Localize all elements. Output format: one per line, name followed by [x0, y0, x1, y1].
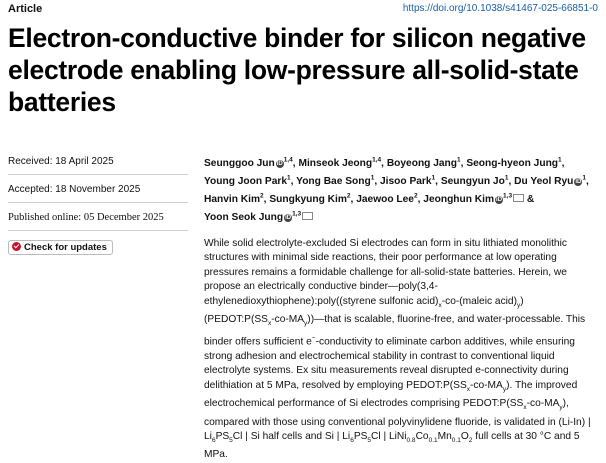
author-name[interactable]: [298, 158, 383, 169]
abstract-subscript: y: [517, 301, 521, 309]
author-name[interactable]: [466, 158, 564, 169]
author-name-text: Minseok Jeong: [298, 158, 373, 170]
orcid-icon[interactable]: iD: [575, 179, 582, 186]
author-affiliation: 1: [504, 174, 509, 182]
author-affiliation: 1: [558, 157, 562, 164]
abstract-text: -co-MA: [271, 314, 305, 326]
abstract-subscript: 0.8: [406, 436, 416, 444]
author-affiliation: 1,4: [283, 157, 293, 164]
author-name[interactable]: [423, 194, 534, 205]
publication-history: [8, 153, 188, 255]
abstract-text: Co: [415, 430, 429, 442]
abstract-subscript: y: [502, 385, 507, 393]
abstract-subscript: 5: [229, 436, 233, 444]
check-for-updates-label: Check for updates: [24, 242, 107, 253]
author-separator: ,: [561, 158, 565, 170]
orcid-icon[interactable]: iD: [285, 215, 292, 222]
abstract-text: ). The improved electrochemical performance of Si electrodes comprising PEDOT:P(SS: [204, 379, 578, 410]
abstract-text: full cells at 30 °C and 5 MPa.: [204, 430, 580, 461]
abstract: [204, 237, 596, 463]
abstract-text: ) (PEDOT:P(SS: [204, 295, 524, 326]
author-separator: ,: [460, 158, 464, 170]
abstract-subscript: 0.1: [428, 436, 438, 444]
abstract-subscript: 2: [468, 436, 473, 444]
article-header: [8, 3, 598, 19]
abstract-text: ), compared with those using conventional polyvinylidene fluoride, is validated in (Li-In) | Li: [204, 398, 591, 442]
author-name[interactable]: [204, 194, 267, 205]
abstract-subscript: y: [559, 404, 563, 412]
author-separator: ,: [374, 176, 378, 188]
author-name[interactable]: [296, 176, 377, 187]
email-icon[interactable]: [513, 194, 524, 202]
author-name[interactable]: [356, 194, 420, 205]
abstract-text: PS: [353, 430, 368, 442]
author-affiliation: 1,3: [503, 192, 513, 200]
author-separator: ,: [417, 194, 421, 206]
author-separator: ,: [508, 176, 512, 188]
author-list: [204, 154, 594, 226]
abstract-text: -co-MA: [526, 398, 560, 410]
abstract-text: PS: [215, 430, 230, 442]
author-affiliation: 1: [287, 174, 291, 182]
author-separator: ,: [586, 176, 589, 188]
author-name-text: Young Joon Park: [204, 176, 288, 188]
abstract-text: ))—that is scalable, fluorine-free, and water-processable. This binder offers sufficient e: [204, 314, 586, 348]
published-date: Published online: 05 December 2025: [8, 209, 188, 231]
article-type-label: Article: [8, 3, 43, 15]
author-name-text: Hanvin Kim: [204, 194, 261, 206]
abstract-text: Mn: [437, 430, 452, 442]
author-separator: ,: [263, 194, 267, 206]
accepted-date: Accepted: 18 November 2025: [8, 181, 188, 203]
author-affiliation: 1,4: [372, 157, 382, 164]
check-updates-icon: [12, 242, 21, 251]
abstract-subscript: y: [304, 320, 308, 328]
author-name-text: Boyeong Jang: [386, 158, 458, 170]
doi-link[interactable]: https://doi.org/10.1038/s41467-025-66851-0: [402, 3, 598, 14]
abstract-text: -conductivity to eliminate carbon additives, while ensuring strong adhesion and electrochemical stability in contrast to conventional liquid electrolyte systems. Ex situ measurements reveal disrupted e-connectivity during delithiation at 5 MPa, resolved by employing PEDOT:P(SS: [204, 336, 575, 391]
author-affiliation: 1,3: [292, 210, 302, 218]
author-name-text: Seunggoo Jun: [204, 158, 275, 170]
abstract-text: Cl | LiNi: [371, 430, 407, 442]
author-affiliation: 2: [413, 192, 418, 200]
abstract-text: O: [460, 430, 469, 442]
abstract-subscript: x: [267, 320, 272, 328]
orcid-icon[interactable]: iD: [496, 197, 503, 204]
author-separator: &: [524, 194, 535, 206]
author-name[interactable]: [514, 176, 589, 187]
abstract-subscript: 5: [367, 436, 372, 444]
author-name[interactable]: [441, 176, 511, 187]
author-affiliation: 2: [260, 192, 264, 200]
author-separator: ,: [350, 194, 354, 206]
author-name[interactable]: [204, 212, 313, 223]
author-name-text: Jaewoo Lee: [356, 194, 414, 206]
author-separator: ,: [435, 176, 438, 188]
author-name[interactable]: [380, 176, 438, 187]
author-affiliation: 1: [370, 174, 375, 182]
abstract-subscript: 6: [211, 436, 216, 444]
orcid-icon[interactable]: iD: [276, 161, 283, 168]
check-for-updates-button[interactable]: [8, 240, 113, 255]
author-name[interactable]: [269, 194, 353, 205]
author-separator: ,: [290, 176, 294, 188]
author-name-text: Seong-hyeon Jung: [466, 158, 559, 170]
author-name-text: Jeonghun Kim: [423, 194, 495, 206]
received-date: Received: 18 April 2025: [8, 153, 188, 175]
author-affiliation: 1: [431, 174, 436, 182]
author-separator: ,: [292, 158, 296, 170]
email-icon[interactable]: [302, 212, 313, 220]
author-affiliation: 2: [346, 192, 351, 200]
author-name[interactable]: [387, 158, 464, 169]
abstract-subscript: x: [466, 385, 470, 393]
author-name-text: Yoon Seok Jung: [204, 212, 284, 224]
author-name-text: Yong Bae Song: [296, 176, 371, 188]
author-affiliation: 1: [457, 157, 461, 164]
article-title: Electron-conductive binder for silicon negative electrode enabling low-pressure all-solid-state batteries: [8, 23, 586, 117]
author-name[interactable]: [204, 176, 294, 187]
author-name-text: Seungyun Jo: [440, 176, 505, 188]
abstract-text: -co-MA: [470, 379, 503, 391]
abstract-text: While solid electrolyte-excluded Si electrodes can form in situ lithiated monolithic structures with minimal side reactions, their poor performance at low operating pressures remains a formidable challenge for all-solid-state batteries. Herein, we propose an electrically conductive binder—poly(3,4-ethylenedioxythiophene):poly((styrene sulfonic acid): [204, 238, 567, 307]
author-separator: ,: [381, 158, 384, 170]
author-name-text: Du Yeol Ryu: [514, 176, 574, 188]
abstract-subscript: x: [523, 404, 527, 412]
author-name-text: Sungkyung Kim: [269, 194, 347, 206]
author-affiliation: 1: [582, 174, 587, 182]
abstract-superscript: −: [311, 334, 316, 342]
abstract-text: Cl | Si half cells and Si | Li: [232, 430, 351, 442]
author-name[interactable]: [204, 158, 296, 169]
abstract-subscript: 0.1: [451, 436, 461, 444]
abstract-text: -co-(maleic acid): [441, 295, 517, 307]
author-name-text: Jisoo Park: [380, 176, 432, 188]
abstract-subscript: x: [438, 301, 442, 309]
abstract-subscript: 6: [350, 436, 354, 444]
